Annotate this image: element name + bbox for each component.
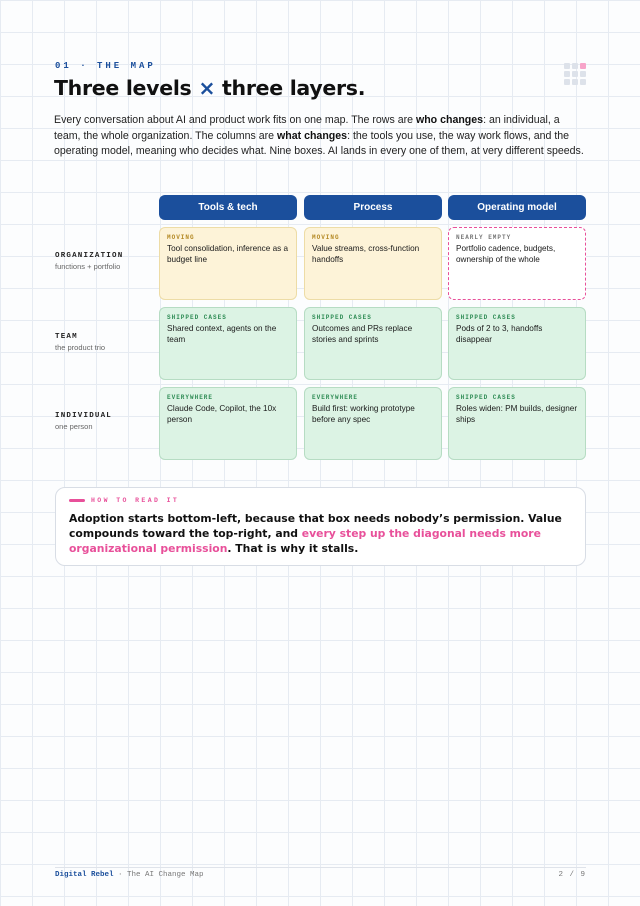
- page-number: 2 / 9: [558, 871, 586, 879]
- cell-text: Tool consolidation, inference as a budget line: [167, 244, 289, 264]
- cell-tag: SHIPPED CASES: [456, 394, 516, 401]
- cell-tag: MOVING: [312, 234, 340, 241]
- callout-text: [69, 511, 574, 557]
- row-sub: functions + portfolio: [55, 262, 121, 271]
- cell-org-process: [304, 227, 442, 300]
- cell-individual-tools: [159, 387, 297, 460]
- row-label-organization: [55, 252, 123, 271]
- intro-text-1: Every conversation about AI and product work fits on one map. The rows are: [54, 114, 416, 126]
- footer-doc-title: The AI Change Map: [127, 871, 204, 879]
- cell-tag: NEARLY EMPTY: [456, 234, 512, 241]
- grid-dots-icon: [564, 63, 586, 85]
- row-sub: the product trio: [55, 343, 106, 352]
- intro-text-2: : an individual, a team, the whole organization. The columns are: [54, 114, 560, 142]
- intro-bold-who: who changes: [415, 114, 484, 126]
- cell-tag: EVERYWHERE: [312, 394, 359, 401]
- cell-tag: EVERYWHERE: [167, 394, 214, 401]
- cell-individual-process: [304, 387, 442, 460]
- title-part-1: Three levels: [54, 76, 192, 100]
- row-sub: one person: [55, 422, 93, 431]
- callout-highlight: every step up the diagonal needs more organizational permission: [69, 527, 541, 556]
- row-label-team: [55, 333, 105, 352]
- callout-text-1: Adoption starts bottom-left, because that box needs nobody’s permission. Value compounds toward the top-right, and: [69, 512, 562, 541]
- cell-team-tools: [159, 307, 297, 380]
- cell-text: Shared context, agents on the team: [167, 324, 277, 344]
- row-name: ORGANIZATION: [55, 252, 124, 260]
- cell-individual-operating-model: [448, 387, 586, 460]
- cell-text: Build first: working prototype before any spec: [312, 404, 415, 424]
- page-title: [54, 76, 365, 100]
- cell-text: Claude Code, Copilot, the 10x person: [167, 404, 277, 424]
- cell-tag: SHIPPED CASES: [167, 314, 227, 321]
- column-header-tools: Tools & tech: [159, 195, 297, 220]
- cell-org-operating-model: [448, 227, 586, 300]
- cell-text: Portfolio cadence, budgets, ownership of the whole: [456, 244, 556, 264]
- callout-accent-line: [69, 499, 85, 502]
- intro-paragraph: [54, 113, 584, 160]
- cell-team-operating-model: [448, 307, 586, 380]
- callout-eyebrow: [69, 497, 179, 504]
- callout-eyebrow-label: HOW TO READ IT: [91, 497, 180, 504]
- cell-text: Value streams, cross-function handoffs: [312, 244, 420, 264]
- column-header-process: Process: [304, 195, 442, 220]
- intro-bold-what: what changes: [277, 129, 348, 142]
- footer-credit: [55, 871, 204, 879]
- cell-org-tools: [159, 227, 297, 300]
- row-label-individual: [55, 412, 112, 431]
- column-header-operating-model: Operating model: [448, 195, 586, 220]
- row-name: INDIVIDUAL: [55, 412, 113, 420]
- cell-tag: MOVING: [167, 234, 195, 241]
- cell-team-process: [304, 307, 442, 380]
- footer-sep: ·: [113, 871, 128, 879]
- row-name: TEAM: [55, 333, 78, 341]
- intro-text-3: : the tools you use, the way work flows, and the operating model, meaning who decides what. Nine boxes. AI lands in every one of them, at very different speeds.: [54, 129, 584, 157]
- how-to-read-callout: [55, 487, 586, 566]
- footer-brand: Digital Rebel: [55, 871, 114, 879]
- cell-tag: SHIPPED CASES: [312, 314, 372, 321]
- cell-text: Roles widen: PM builds, designer ships: [456, 404, 578, 424]
- footer-divider: [55, 867, 586, 868]
- cell-text: Pods of 2 to 3, handoffs disappear: [456, 324, 543, 344]
- title-part-2: three layers.: [222, 76, 366, 100]
- section-eyebrow: 01 · THE MAP: [55, 61, 156, 71]
- cell-text: Outcomes and PRs replace stories and sprints: [312, 324, 413, 344]
- callout-text-2: . That is why it stalls.: [227, 542, 359, 556]
- title-times: ×: [198, 76, 216, 100]
- cell-tag: SHIPPED CASES: [456, 314, 516, 321]
